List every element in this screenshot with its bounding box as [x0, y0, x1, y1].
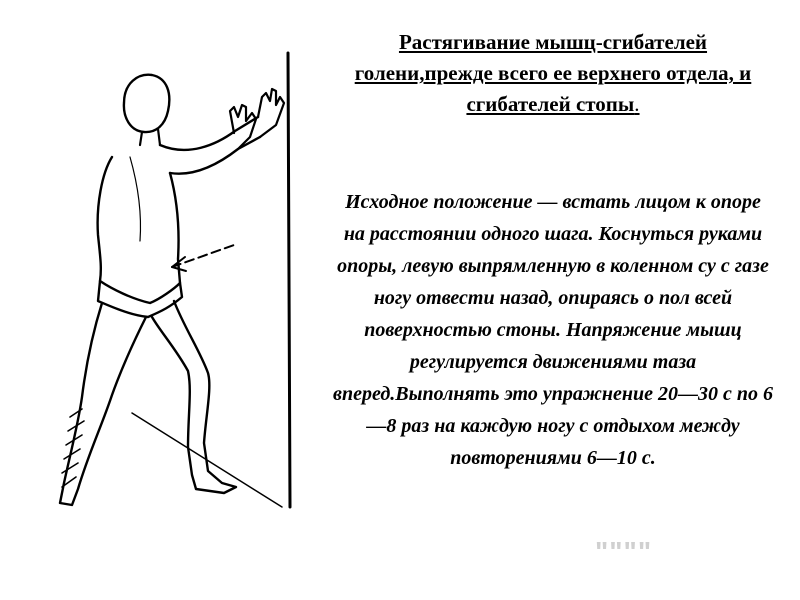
- watermark-logo: """": [595, 536, 653, 567]
- title-trailing-dot: .: [634, 92, 640, 116]
- hand-upper: [258, 89, 284, 137]
- title-text: Растягивание мышц-сгибателей голени,прежде всего ее верхнего отдела, и сгибателей стопы: [354, 30, 752, 116]
- page-title: [343, 27, 763, 120]
- exercise-instructions: Исходное положение — встать лицом к опоре на расстоянии одного шага. Коснуться руками опоры, левую выпрямленную в коленном су с газе ногу отвести назад, опираясь о пол всей поверхностью стоны. Напряжение мышц регулируется движениями таза вперед.Выполнять это упражнение 20—30 с по 6—8 раз на каждую ногу с отдыхом между повторениями 6—10 с.: [333, 191, 773, 469]
- direction-arrow-icon: [172, 245, 234, 267]
- rear-leg: [60, 303, 146, 505]
- front-leg: [152, 301, 236, 493]
- wall-line: [288, 53, 290, 507]
- wall-stretch-illustration: [20, 45, 350, 515]
- shorts: [98, 281, 182, 317]
- head-outline: [124, 75, 169, 132]
- torso-back: [98, 157, 112, 281]
